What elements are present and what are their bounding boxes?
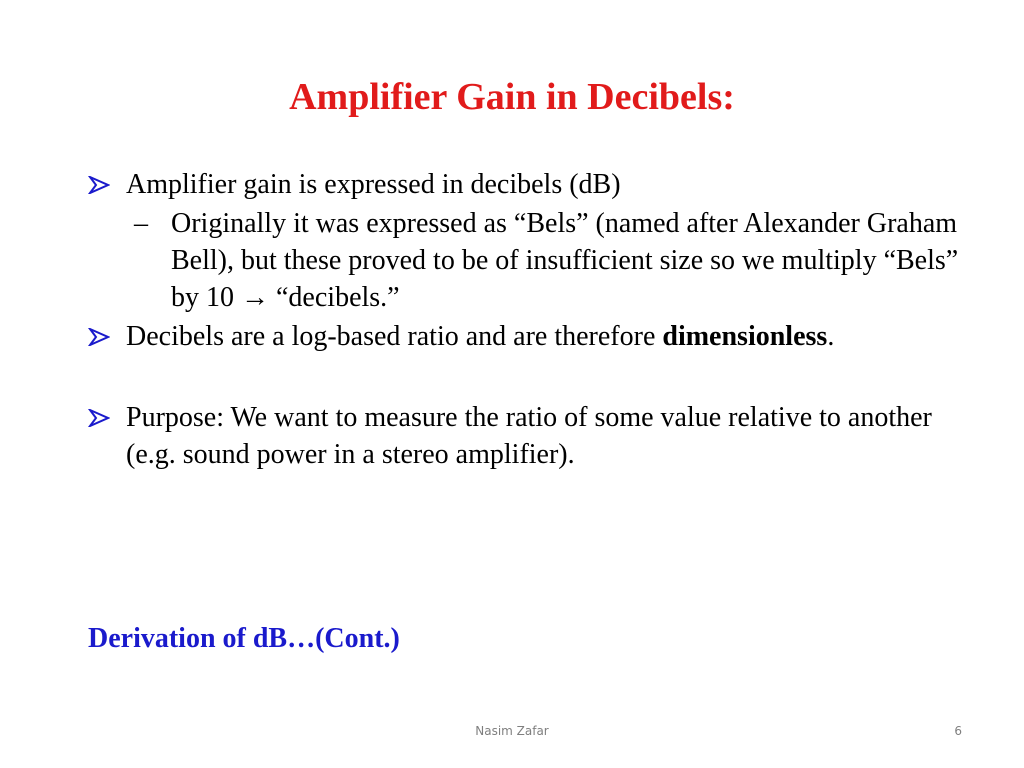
dash-bullet: – bbox=[134, 208, 148, 239]
bullet-2-bold-term: dimensionless bbox=[662, 321, 828, 352]
sub-heading: Derivation of dB…(Cont.) bbox=[88, 623, 400, 654]
bullet-3 bbox=[86, 399, 966, 473]
bullet-2-text-after: . bbox=[827, 321, 835, 352]
bullet-3-text: Purpose: We want to measure the ratio of some value relative to another (e.g. sound power in a stereo amplifier). bbox=[126, 402, 932, 470]
footer-author: Nasim Zafar bbox=[475, 724, 549, 738]
sub-bullet-1-text: Originally it was expressed as “Bels” (named after Alexander Graham Bell), but these proved to be of insufficient size so we multiply “Bels” by 10 → “decibels.” bbox=[171, 208, 959, 313]
bullet-2-text-before: Decibels are a log-based ratio and are therefore bbox=[126, 321, 663, 352]
sub-bullet-1 bbox=[86, 205, 966, 316]
arrow-bullet-icon bbox=[86, 318, 116, 355]
arrow-bullet-icon bbox=[86, 399, 116, 436]
slide-title: Amplifier Gain in Decibels: bbox=[289, 76, 735, 118]
page-number: 6 bbox=[954, 724, 962, 738]
slide-body bbox=[86, 166, 966, 473]
bullet-1 bbox=[86, 166, 966, 203]
bullet-2 bbox=[86, 318, 966, 355]
arrow-bullet-icon bbox=[86, 166, 116, 203]
bullet-1-text: Amplifier gain is expressed in decibels (dB) bbox=[126, 169, 621, 200]
